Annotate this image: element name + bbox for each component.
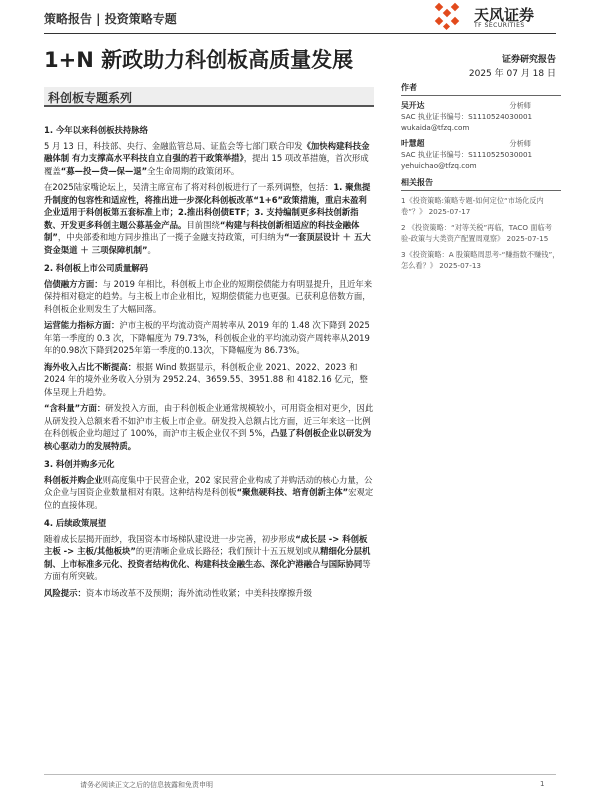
section-heading: 1. 今年以来科创板扶持脉络	[44, 125, 149, 135]
text-run: 随着成长层揭开面纱，我国资本市场梯队建设进一步完善，初步形成	[44, 533, 296, 544]
author-name: 吴开达	[401, 101, 425, 110]
header-divider	[44, 33, 556, 34]
brand-name-cn: 天风证券	[474, 6, 535, 24]
text-run: 等方面有所突破。	[44, 558, 371, 581]
author-name: 叶慧超	[401, 139, 425, 148]
author-role: 分析师	[509, 101, 531, 110]
bold-text: 风险提示：	[44, 587, 86, 598]
footer-divider	[44, 774, 556, 775]
footer-disclaimer: 请务必阅读正文之后的信息披露和免责申明	[80, 781, 213, 789]
related-report-item[interactable]: 2 《投资策略：“对等关税”再临，TACO 面临考验-政策与大类资产配置周观察》 2025-07-15	[401, 223, 552, 243]
author-email[interactable]: yehuichao@tfzq.com	[401, 161, 477, 170]
bold-text: 信债融方方面：	[44, 278, 103, 289]
text-run: ，中央部委和地方同步推出了一揽子金融支持政策，可归纳为	[57, 232, 285, 242]
report-category: 策略报告 | 投资策略专题	[44, 12, 177, 26]
sidebar	[401, 82, 561, 276]
report-title: 1+N 新政助力科创板高质量发展	[44, 48, 354, 72]
text-run: 。	[147, 244, 156, 255]
text-run: 在2025陆家嘴论坛上，吴清主席宣布了将对科创板进行了一系列调整，包括：	[44, 182, 334, 192]
author-role: 分析师	[509, 139, 531, 148]
section-paragraph	[44, 533, 374, 583]
bold-text: 1. 聚焦提升制度的包容性和适应性，将推出进一步深化科创板改革“1+6”政策措施，重启未盈利企业适用于科创板第五套标准上市；2.推出科创债ETF；3. 支持编制更多科技创新指数、开发更多科创主题公募基金产品。	[44, 182, 371, 230]
bold-text: 精细化分层机制、上市标准多元化、投资者结构优化、构建科技金融生态、深化沪港融合与国际协同	[44, 546, 371, 569]
section-paragraph	[44, 140, 374, 178]
authors-heading: 作者	[401, 82, 561, 96]
bold-text: “含科量”方面：	[44, 403, 106, 413]
section-heading: 3. 科创并购多元化	[44, 459, 115, 469]
related-report-item[interactable]: 1《投资策略:策略专题-如何定位“市场化反内卷”？》 2025-07-17	[401, 196, 544, 216]
section-paragraph	[44, 587, 374, 600]
bold-text: 《加快构建科技金融体制 有力支撑高水平科技自立自强的若干政策举措》	[44, 140, 370, 163]
report-dept: 证券研究报告	[501, 55, 556, 65]
author-cert: SAC 执业证书编号：S1110525030001	[401, 150, 533, 159]
section-paragraph	[44, 402, 374, 452]
section-heading: 4. 后续政策展望	[44, 518, 107, 528]
bold-text: “募—投—贷—保—退”	[60, 165, 148, 176]
related-heading: 相关报告	[401, 177, 561, 191]
text-run: 则高度集中于民营企业，202 家民营企业构成了并购活动的核心力量，公众企业与国资企业数量相对有限。这种结构是科创板	[44, 474, 373, 497]
bold-text: 科创板并购企业	[44, 474, 103, 485]
text-run: 5 月 13 日，科技部、央行、金融监管总局、证监会等七部门联合印发	[44, 140, 303, 151]
page-number: 1	[540, 780, 545, 788]
section-paragraph	[44, 361, 374, 399]
text-run: 宏观定位的直接体现。	[44, 487, 374, 510]
text-run: 的更清晰企业成长路径；我们预计十五五规划或从	[135, 546, 321, 556]
section-heading: 2. 科创板上市公司质量解码	[44, 263, 149, 273]
section-paragraph	[44, 474, 374, 512]
text-run: 资本市场改革不及预期；海外流动性收紧；中美科技摩擦升级	[85, 587, 312, 598]
bold-text: “聚焦硬科技、培育创新主体”	[236, 487, 349, 497]
text-run: 目前围绕	[186, 219, 220, 230]
related-report-item[interactable]: 3《投资策略：A 股策略周思考-“赚指数不赚钱”，怎么看？》 2025-07-13	[401, 250, 560, 270]
section-paragraph	[44, 319, 374, 357]
text-run: 与 2019 年相比，科创板上市企业的短期偿债能力有明显提升，且近年来保持相对稳定的趋势。与主板上市企业相比，短期偿债能力也更强。已获利息倍数方面，科创板企业则发生了大幅回落。	[44, 278, 373, 314]
text-run: 沪市主板的平均流动资产周转率从 2019 年的 1.48 次下降到 2025 年第一季度的 0.3 次，下降幅度为 79.73%，科创板企业的平均流动资产周转率从2019年的0.98次下降到2025年第一季度的0.13次，下降幅度为 86.73%。	[44, 320, 370, 355]
text-run: 根据 Wind 数据显示，科创板企业 2021、2022、2023 和 2024 年的境外业务收入分别为 2952.24、3659.55、3951.88 和 4182.16 亿元，整体呈现上升趋势。	[44, 361, 368, 397]
author-email[interactable]: wukaida@tfzq.com	[401, 123, 470, 132]
bold-text: 凸显了科创板企业以研发为核心驱动力的发展特质。	[44, 428, 372, 451]
bold-text: 运营能力指标方面：	[44, 320, 120, 330]
section-paragraph	[44, 181, 374, 256]
brand-name-en: TF SECURITIES	[474, 22, 525, 29]
bold-text: 海外收入占比不断提高：	[44, 361, 137, 372]
section-paragraph	[44, 278, 374, 316]
bold-text: “构建与科技创新相适应的科技金融体制”	[44, 219, 360, 242]
main-body	[44, 118, 374, 603]
author-entry	[401, 100, 561, 133]
author-cert: SAC 执业证书编号：S1110524030001	[401, 112, 533, 121]
report-date: 2025 年 07 月 18 日	[468, 69, 556, 79]
author-entry	[401, 138, 561, 171]
bold-text: “一套顶层设计 ＋ 五大资金渠道 ＋ 三项保障机制”	[44, 232, 371, 255]
bold-text: “成长层 -> 科创板主板 -> 主板/其他板块”	[44, 533, 368, 556]
text-run: 研发投入方面，由于科创板企业通常规模较小，可用资金相对更少，因此从研发投入总额来看不如沪市主板上市企业。研发投入总额占比方面，近三年来这一比例在科创板企业均超过了 100%，而沪市主板企业仅不到 5%，	[44, 403, 374, 438]
series-title: 科创板专题系列	[48, 91, 133, 105]
text-run: 全生命周期的政策闭环。	[147, 165, 240, 176]
text-run: ，提出 15 项改革措施，首次形成覆盖	[44, 153, 369, 176]
